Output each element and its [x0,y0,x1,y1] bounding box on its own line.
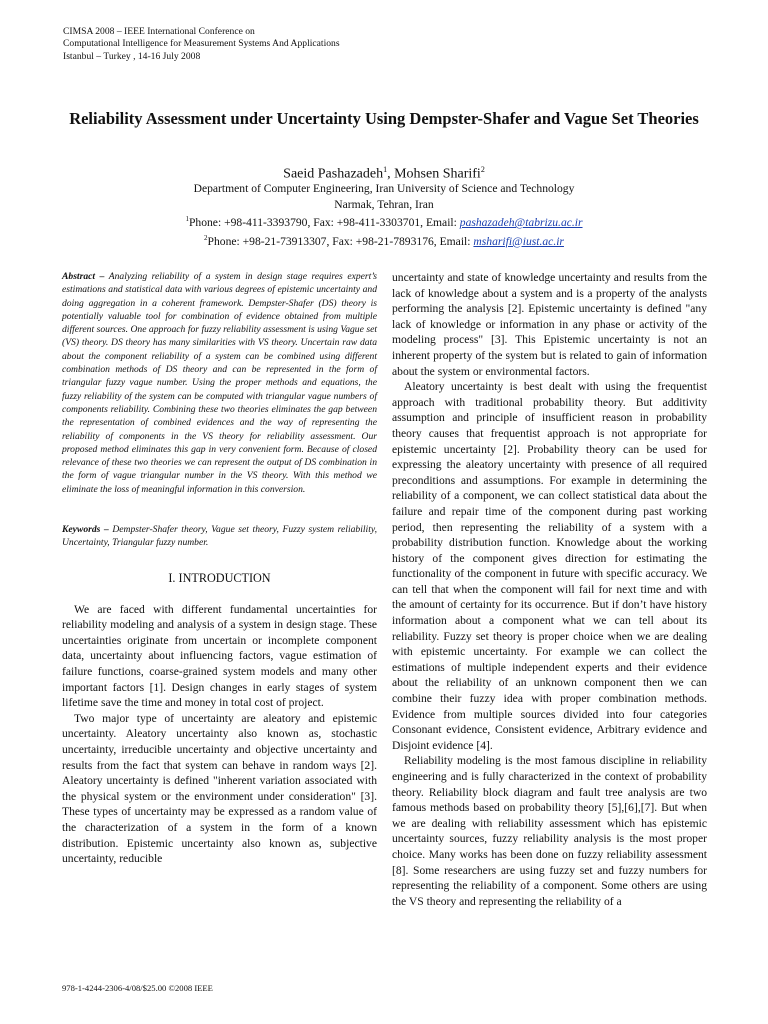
left-column [62,270,377,867]
affiliation-block [60,181,708,249]
email-link-2[interactable]: msharifi@iust.ac.ir [473,234,564,248]
abstract-label: Abstract – [62,271,105,282]
abstract [62,270,377,496]
contact-1-text: Phone: +98-411-3393790, Fax: +98-411-3303701, Email: [188,216,460,230]
section-heading-introduction: I. INTRODUCTION [168,570,271,585]
department: Department of Computer Engineering, Iran University of Science and Technology [193,182,575,195]
right-column [392,270,707,909]
author-separator: , [387,166,395,182]
author-1: Saeid Pashazadeh [283,166,384,182]
contact-1-sup: 1 [185,215,189,224]
copyright-footer: 978-1-4244-2306-4/08/$25.00 ©2008 IEEE [62,983,213,993]
contact-2 [60,231,708,249]
keywords-text: Dempster-Shafer theory, Vague set theory, Fuzzy system reliability, Uncertainty, Triangular fuzzy number. [62,524,377,549]
conference-line-1: CIMSA 2008 – IEEE International Conference on [63,26,255,37]
contact-1 [60,212,708,230]
intro-paragraph-5: Reliability modeling is the most famous discipline in reliability engineering and is fully characterized in the context of probability theory. Reliability block diagram and fault tree analysis are two famous methods based on probability theory [5],[6],[7]. But when we are dealing with reliability assessment which has epistemic uncertainty sources, fuzzy reliability analysis is the most proper choice. Many works has been done on fuzzy reliability assessment [8]. Some researchers are using fuzzy set and fuzzy numbers for representing the reliability of a component. Some others are using the VS theory and representing the reliability of a [392,754,707,908]
contact-2-sup: 2 [204,233,208,242]
intro-paragraph-1: We are faced with different fundamental uncertainties for reliability modeling and analysis of a system in design stage. These uncertainties originate from uncertain or incomplete component data, uncertainty about influencing factors, vague estimation of failure functions, coarse-grained system models and many other important factors [1]. Design changes in early stages of system lifetime save the time and money in total cost of project. [62,602,377,710]
conference-line-2: Computational Intelligence for Measurement Systems And Applications [63,38,340,50]
contact-2-text: Phone: +98-21-73913307, Fax: +98-21-7893176, Email: [207,234,474,248]
intro-paragraph-2: Two major type of uncertainty are aleatory and epistemic uncertainty. Aleatory uncertainty also known as, stochastic uncertainty, irreducible uncertainty and objective uncertainty and results from the fact that system can behave in random ways [2]. Aleatory uncertainty is defined "inherent variation associated with the physical system or the environment under consideration" [3]. These types of uncertainty may be expressed as a random value of the characterization of a system in the form of a known distribution. Epistemic uncertainty also known as, subjective uncertainty, reducible [62,711,377,866]
intro-paragraph-4: Aleatory uncertainty is best dealt with using the frequentist approach with traditional probability theory. But additivity assumption and principle of insufficient reason in probability theory causes that frequentist approach is not appropriate for epistemic uncertainty [2]. Probability theory can be used for expressing the aleatory uncertainty with presence of all required preconditions and assumptions. For example in determining the reliability of a component, we can collect statistical data about the failure and repair time of the component during past working period, then representing the reliability of a system with a probability distribution function. Knowledge about the working history of the component gives direction for estimating the functionality of the component in future with specific accuracy. We can tell that when the component will fail for next time and with the amount of certainty for its occurrence. But if don’t have history information about a component what we can tell about its reliability. Fuzzy set theory is proper choice when we are dealing with epistemic uncertainty. For example we can collect the estimations of multiple independent experts and their evidence about the reliability of an unknown component then we can combine their fuzzy idea with proper combination methods. Evidence from multiple sources divided into four categories Consonant evidence, Consistent evidence, Arbitrary evidence and Disjoint evidence [4]. [392,380,707,752]
email-link-1[interactable]: pashazadeh@tabrizu.ac.ir [459,216,583,230]
keywords [62,523,377,550]
keywords-label: Keywords – [62,524,109,536]
author-2-sup: 2 [480,165,485,174]
paper-title: Reliability Assessment under Uncertainty Using Dempster-Shafer and Vague Set Theories [69,109,699,128]
conference-header [63,26,340,63]
conference-line-3: Istanbul – Turkey , 14-16 July 2008 [63,50,201,62]
city: Narmak, Tehran, Iran [334,197,434,211]
abstract-text: Analyzing reliability of a system in design stage requires expert’s estimations and statistical data with various degrees of epistemic uncertainty and doing aggregation in a coherent framework. Dempster-Shafer (DS) theory is potentially valuable tool for combination of evidence obtained from multiple different sources. One approach for fuzzy reliability assessment is using Vague set (VS) theory. DS theory has many similarities with VS theory. Uncertain raw data about the component reliability of a system can be combined using different combination methods of DS theory and can be represented in the form of triangular fuzzy vague number. Using the proper methods and equations, the fuzzy reliability of the system can be computed with triangular vague numbers of components reliability. Combining these two theories eliminates the gap between the representation of combined evidences and the way of representing the reliability of components in the VS theory for reliability assessment. Our proposed method eliminates this gap in very convenient form. Because of closed relevance of these two theories we can represent the output of DS combination in the form of vague triangular number in the VS theory. With this method we eliminate the loss of meaningful information in this conversion. [62,271,377,495]
intro-paragraph-3: uncertainty and state of knowledge uncertainty and results from the lack of knowledge about a system and is a property of the analysts performing the analysis [2]. Epistemic uncertainty is defined "any lack of knowledge or information in any phase or activity of the modeling process" [3]. This Epistemic uncertainty is not an inherent property of the system but is related to gain of information about the system or environmental factors. [392,271,707,378]
author-1-sup: 1 [383,165,388,174]
author-2: Mohsen Sharifi [394,166,481,182]
